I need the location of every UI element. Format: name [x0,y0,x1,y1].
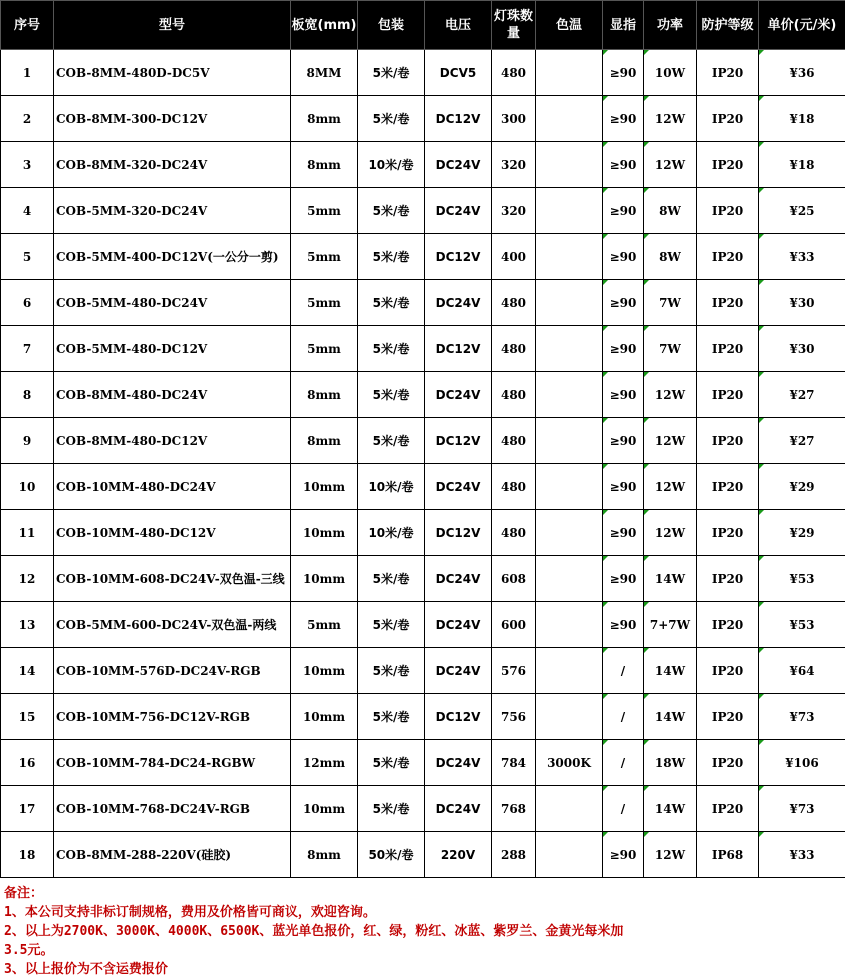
row-model: COB-5MM-480-DC24V [54,280,291,326]
row-voltage: DC24V [425,372,492,418]
row-led-count: 300 [492,96,536,142]
row-package: 10米/卷 [358,510,425,556]
row-package: 10米/卷 [358,142,425,188]
row-index: 9 [1,418,54,464]
table-row [1,418,845,464]
row-model: COB-10MM-768-DC24V-RGB [54,786,291,832]
row-unit-price: ¥73 [759,694,845,740]
header-cri: 显指 [603,1,644,50]
row-ip-rating: IP20 [697,556,759,602]
row-color-temp [536,142,603,188]
row-power: 14W [644,786,697,832]
table-row [1,648,845,694]
row-voltage: DC12V [425,96,492,142]
table-row [1,694,845,740]
row-cri: / [603,648,644,694]
row-model: COB-10MM-756-DC12V-RGB [54,694,291,740]
table-row [1,510,845,556]
row-color-temp [536,50,603,96]
row-package: 5米/卷 [358,234,425,280]
row-unit-price: ¥53 [759,602,845,648]
row-unit-price: ¥33 [759,832,845,878]
row-power: 14W [644,694,697,740]
row-width: 8mm [291,418,358,464]
row-model: COB-10MM-480-DC24V [54,464,291,510]
row-index: 11 [1,510,54,556]
note-line-2-cont: 3.5元。 [4,943,54,958]
row-ip-rating: IP20 [697,464,759,510]
row-width: 8MM [291,50,358,96]
row-unit-price: ¥33 [759,234,845,280]
notes-section [4,884,842,979]
row-package: 5米/卷 [358,188,425,234]
row-power: 12W [644,418,697,464]
row-model: COB-8MM-480-DC12V [54,418,291,464]
row-index: 1 [1,50,54,96]
row-package: 5米/卷 [358,50,425,96]
row-color-temp [536,602,603,648]
row-package: 5米/卷 [358,418,425,464]
row-power: 8W [644,234,697,280]
header-index: 序号 [1,1,54,50]
row-width: 8mm [291,372,358,418]
table-row [1,326,845,372]
row-index: 5 [1,234,54,280]
row-voltage: DC24V [425,188,492,234]
row-package: 5米/卷 [358,602,425,648]
row-cri: ≥90 [603,234,644,280]
row-cri: ≥90 [603,50,644,96]
row-package: 5米/卷 [358,740,425,786]
row-width: 5mm [291,188,358,234]
row-cri: ≥90 [603,96,644,142]
row-unit-price: ¥36 [759,50,845,96]
table-row [1,188,845,234]
note-line-1: 1、本公司支持非标订制规格，费用及价格皆可商议，欢迎咨询。 [4,905,376,920]
row-unit-price: ¥53 [759,556,845,602]
row-cri: ≥90 [603,142,644,188]
row-unit-price: ¥30 [759,326,845,372]
row-index: 3 [1,142,54,188]
row-ip-rating: IP20 [697,142,759,188]
row-led-count: 480 [492,464,536,510]
row-index: 13 [1,602,54,648]
row-width: 10mm [291,694,358,740]
row-power: 7W [644,280,697,326]
row-width: 5mm [291,326,358,372]
table-row [1,372,845,418]
row-ip-rating: IP20 [697,510,759,556]
row-power: 7+7W [644,602,697,648]
row-ip-rating: IP20 [697,694,759,740]
row-model: COB-5MM-600-DC24V-双色温-两线 [54,602,291,648]
row-voltage: DC12V [425,234,492,280]
row-ip-rating: IP20 [697,234,759,280]
row-width: 5mm [291,234,358,280]
row-package: 5米/卷 [358,648,425,694]
row-ip-rating: IP20 [697,740,759,786]
row-index: 17 [1,786,54,832]
row-width: 10mm [291,556,358,602]
table-row [1,280,845,326]
row-color-temp [536,510,603,556]
row-cri: ≥90 [603,372,644,418]
row-power: 12W [644,142,697,188]
row-power: 12W [644,464,697,510]
row-cri: ≥90 [603,418,644,464]
row-cri: ≥90 [603,556,644,602]
row-led-count: 320 [492,142,536,188]
row-voltage: DC24V [425,740,492,786]
row-led-count: 600 [492,602,536,648]
row-led-count: 576 [492,648,536,694]
row-power: 8W [644,188,697,234]
row-width: 5mm [291,602,358,648]
row-model: COB-10MM-576D-DC24V-RGB [54,648,291,694]
row-ip-rating: IP20 [697,602,759,648]
row-cri: ≥90 [603,464,644,510]
row-unit-price: ¥64 [759,648,845,694]
row-unit-price: ¥29 [759,510,845,556]
row-model: COB-5MM-400-DC12V(一公分一剪) [54,234,291,280]
row-ip-rating: IP20 [697,418,759,464]
row-color-temp [536,280,603,326]
row-power: 14W [644,648,697,694]
row-index: 8 [1,372,54,418]
row-led-count: 608 [492,556,536,602]
row-unit-price: ¥73 [759,786,845,832]
row-power: 10W [644,50,697,96]
row-color-temp: 3000K [536,740,603,786]
row-voltage: DC12V [425,694,492,740]
row-width: 8mm [291,832,358,878]
header-voltage: 电压 [425,1,492,50]
row-power: 12W [644,510,697,556]
row-index: 15 [1,694,54,740]
row-voltage: DC12V [425,510,492,556]
note-line-3: 3、以上报价为不含运费报价 [4,962,168,977]
row-voltage: DC24V [425,556,492,602]
row-led-count: 288 [492,832,536,878]
row-unit-price: ¥106 [759,740,845,786]
row-color-temp [536,96,603,142]
table-row [1,832,845,878]
header-model: 型号 [54,1,291,50]
row-voltage: DC12V [425,326,492,372]
row-package: 5米/卷 [358,326,425,372]
row-package: 10米/卷 [358,464,425,510]
row-width: 5mm [291,280,358,326]
table-row [1,602,845,648]
table-row [1,740,845,786]
row-led-count: 768 [492,786,536,832]
row-width: 10mm [291,786,358,832]
row-index: 14 [1,648,54,694]
row-color-temp [536,326,603,372]
row-unit-price: ¥18 [759,142,845,188]
row-led-count: 320 [492,188,536,234]
row-voltage: DC24V [425,464,492,510]
row-led-count: 480 [492,280,536,326]
row-index: 18 [1,832,54,878]
table-row [1,50,845,96]
table-row [1,556,845,602]
header-color-temp: 色温 [536,1,603,50]
row-index: 6 [1,280,54,326]
row-model: COB-5MM-320-DC24V [54,188,291,234]
row-ip-rating: IP20 [697,786,759,832]
row-cri: ≥90 [603,832,644,878]
row-model: COB-5MM-480-DC12V [54,326,291,372]
table-row [1,96,845,142]
row-package: 5米/卷 [358,694,425,740]
row-cri: ≥90 [603,188,644,234]
row-model: COB-10MM-608-DC24V-双色温-三线 [54,556,291,602]
table-row [1,142,845,188]
row-color-temp [536,188,603,234]
row-voltage: DC24V [425,280,492,326]
header-width: 板宽(mm) [291,1,358,50]
row-color-temp [536,832,603,878]
row-power: 14W [644,556,697,602]
row-ip-rating: IP20 [697,280,759,326]
row-led-count: 480 [492,326,536,372]
row-power: 7W [644,326,697,372]
row-index: 16 [1,740,54,786]
row-color-temp [536,648,603,694]
row-voltage: DC24V [425,142,492,188]
table-header-row [1,1,845,50]
row-index: 7 [1,326,54,372]
header-power: 功率 [644,1,697,50]
row-width: 10mm [291,510,358,556]
row-color-temp [536,234,603,280]
row-ip-rating: IP20 [697,188,759,234]
row-unit-price: ¥29 [759,464,845,510]
row-color-temp [536,786,603,832]
row-package: 5米/卷 [358,96,425,142]
row-cri: / [603,786,644,832]
row-cri: / [603,740,644,786]
row-width: 10mm [291,464,358,510]
row-voltage: DC24V [425,648,492,694]
row-model: COB-8MM-320-DC24V [54,142,291,188]
header-ip-rating: 防护等级 [697,1,759,50]
row-voltage: DC12V [425,418,492,464]
row-led-count: 756 [492,694,536,740]
header-unit-price: 单价(元/米) [759,1,845,50]
row-width: 12mm [291,740,358,786]
notes-title: 备注： [4,886,44,901]
row-ip-rating: IP20 [697,50,759,96]
row-power: 12W [644,832,697,878]
row-color-temp [536,556,603,602]
row-package: 5米/卷 [358,280,425,326]
row-index: 2 [1,96,54,142]
row-power: 12W [644,96,697,142]
row-color-temp [536,372,603,418]
row-led-count: 480 [492,50,536,96]
row-ip-rating: IP20 [697,648,759,694]
row-led-count: 480 [492,510,536,556]
row-package: 5米/卷 [358,372,425,418]
row-width: 8mm [291,96,358,142]
row-package: 5米/卷 [358,556,425,602]
header-package: 包装 [358,1,425,50]
row-index: 10 [1,464,54,510]
row-voltage: 220V [425,832,492,878]
row-model: COB-10MM-480-DC12V [54,510,291,556]
row-led-count: 480 [492,372,536,418]
row-cri: ≥90 [603,602,644,648]
row-cri: ≥90 [603,510,644,556]
row-power: 18W [644,740,697,786]
row-unit-price: ¥27 [759,418,845,464]
row-unit-price: ¥18 [759,96,845,142]
row-unit-price: ¥25 [759,188,845,234]
header-led-count: 灯珠数量 [492,1,536,50]
row-unit-price: ¥27 [759,372,845,418]
row-package: 5米/卷 [358,786,425,832]
row-led-count: 480 [492,418,536,464]
row-model: COB-8MM-288-220V(硅胶) [54,832,291,878]
table-row [1,786,845,832]
row-width: 8mm [291,142,358,188]
row-model: COB-8MM-300-DC12V [54,96,291,142]
row-index: 4 [1,188,54,234]
row-cri: ≥90 [603,326,644,372]
row-led-count: 784 [492,740,536,786]
row-cri: / [603,694,644,740]
row-ip-rating: IP20 [697,372,759,418]
row-package: 50米/卷 [358,832,425,878]
row-color-temp [536,694,603,740]
row-color-temp [536,464,603,510]
row-ip-rating: IP20 [697,326,759,372]
row-ip-rating: IP20 [697,96,759,142]
row-voltage: DCV5 [425,50,492,96]
row-cri: ≥90 [603,280,644,326]
row-model: COB-10MM-784-DC24-RGBW [54,740,291,786]
row-model: COB-8MM-480D-DC5V [54,50,291,96]
row-led-count: 400 [492,234,536,280]
row-voltage: DC24V [425,602,492,648]
row-power: 12W [644,372,697,418]
table-row [1,234,845,280]
row-ip-rating: IP68 [697,832,759,878]
row-color-temp [536,418,603,464]
table-row [1,464,845,510]
row-index: 12 [1,556,54,602]
row-voltage: DC24V [425,786,492,832]
row-model: COB-8MM-480-DC24V [54,372,291,418]
note-line-2: 2、以上为2700K、3000K、4000K、6500K、蓝光单色报价，红、绿，粉红、冰蓝、紫罗兰、金黄光每米加 [4,924,624,939]
row-width: 10mm [291,648,358,694]
row-unit-price: ¥30 [759,280,845,326]
